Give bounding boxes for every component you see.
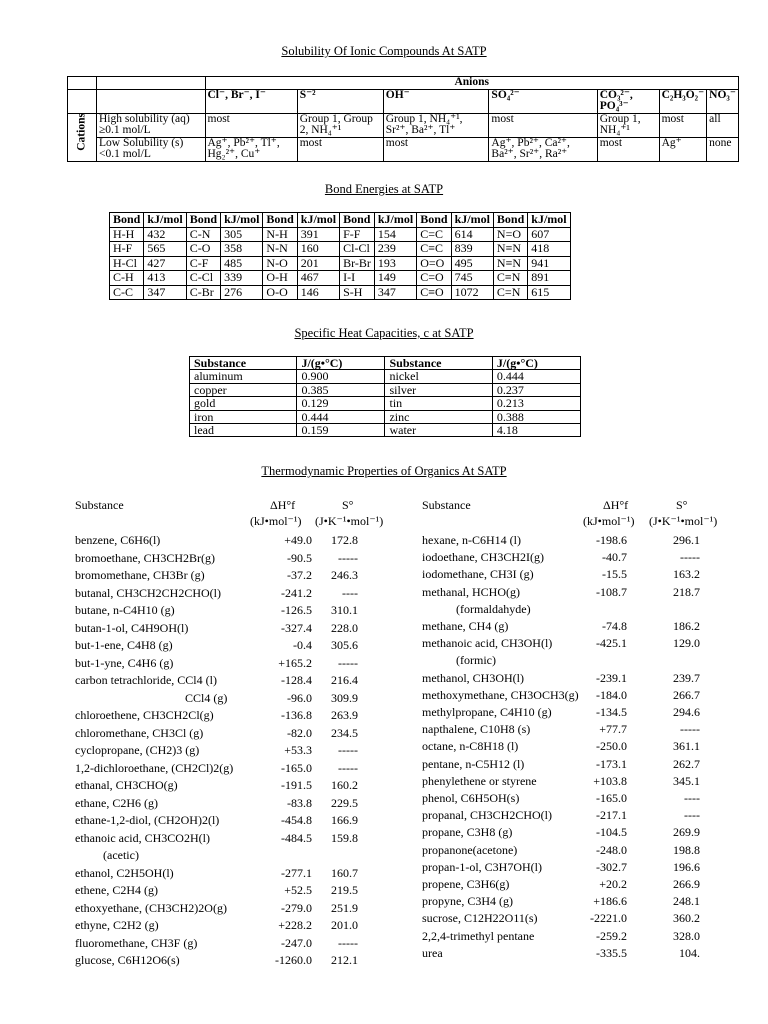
bond-energy: 432 — [144, 227, 186, 242]
thermo-dh: -250.0 — [596, 739, 627, 754]
thermo-header-dh: ΔH°f — [270, 498, 296, 512]
thermo-dh: +53.3 — [284, 743, 312, 757]
solubility-cell: Group 1, Group 2, NH₄⁺¹ — [297, 113, 383, 137]
bond-name: C-Br — [186, 285, 220, 300]
thermo-substance: chloroethene, CH3CH2Cl(g) — [75, 708, 214, 722]
heat-row — [190, 370, 581, 383]
thermo-s: 310.1 — [331, 603, 358, 617]
thermo-s: ----- — [338, 550, 358, 565]
thermo-dh: -248.0 — [596, 842, 627, 857]
heat-value: 0.237 — [492, 383, 580, 396]
substance-name: copper — [190, 383, 297, 396]
heat-row — [190, 424, 581, 437]
thermo-substance: napthalene, C10H8 (s) — [422, 722, 531, 737]
thermo-header-s-unit: (J•K⁻¹•mol⁻¹) — [649, 514, 718, 528]
thermo-substance: ethanol, C2H5OH(l) — [75, 865, 174, 880]
thermo-substance: propane, C3H8 (g) — [422, 825, 513, 840]
thermo-substance: chloromethane, CH3Cl (g) — [75, 725, 204, 740]
anion-header: SO₄²⁻ — [489, 89, 597, 113]
thermo-s: 186.2 — [673, 619, 700, 633]
bond-name: N=O — [493, 227, 527, 242]
bond-energy: 941 — [528, 256, 570, 271]
bond-row — [110, 285, 571, 300]
bond-name: N≡N — [493, 256, 527, 271]
thermo-s: 160.7 — [331, 865, 358, 880]
thermo-dh: -15.5 — [602, 567, 627, 582]
thermo-dh: -82.0 — [287, 725, 312, 740]
thermo-s: ---- — [684, 791, 700, 805]
thermo-substance: phenylethene or styrene — [422, 773, 537, 788]
bond-energy: 614 — [451, 227, 493, 242]
bond-name: H-F — [110, 242, 144, 257]
bond-energy: 305 — [221, 227, 263, 242]
bond-energy: 276 — [221, 285, 263, 300]
thermo-title: Thermodynamic Properties of Organics At SATP — [261, 464, 507, 478]
bond-energy: 891 — [528, 271, 570, 286]
thermo-dh: -454.8 — [281, 813, 312, 827]
bond-row — [110, 227, 571, 242]
thermo-dh: -96.0 — [287, 690, 312, 705]
solubility-cell: all — [707, 113, 739, 137]
bond-name: O-H — [263, 271, 297, 286]
bond-energy: 149 — [374, 271, 416, 286]
thermo-substance: fluoromethane, CH3F (g) — [75, 935, 198, 950]
thermo-substance: pentane, n-C5H12 (l) — [422, 756, 525, 771]
substance-name: iron — [190, 410, 297, 423]
thermo-dh: +52.5 — [284, 883, 312, 897]
bond-name: Cl-Cl — [340, 242, 375, 257]
thermo-substance: methanal, HCHO(g) — [422, 584, 520, 599]
thermo-s: 166.9 — [331, 813, 358, 827]
bond-energy: 565 — [144, 242, 186, 257]
cations-header: Cations — [68, 113, 97, 161]
heat-value: 0.444 — [492, 370, 580, 383]
thermo-dh: -37.2 — [287, 568, 312, 582]
thermo-dh: +77.7 — [599, 722, 627, 737]
solubility-cell: Ag⁺ — [659, 137, 707, 161]
thermo-substance: iodomethane, CH3I (g) — [422, 567, 534, 582]
heat-header: Substance — [385, 357, 492, 370]
thermo-dh: +165.2 — [278, 655, 312, 670]
bond-name: S-H — [340, 285, 375, 300]
heat-row — [190, 410, 581, 423]
heat-row — [190, 397, 581, 410]
thermo-dh: -165.0 — [281, 760, 312, 775]
thermo-substance: methoxymethane, CH3OCH3(g) — [422, 687, 579, 702]
bond-energies-table — [109, 212, 571, 300]
thermo-substance: methylpropane, C4H10 (g) — [422, 705, 552, 719]
anion-header: S⁻² — [297, 89, 383, 113]
thermo-dh: -2221.0 — [590, 911, 627, 926]
bond-name: C≡C — [417, 242, 451, 257]
thermo-dh: -239.1 — [596, 670, 627, 685]
heat-value: 0.385 — [297, 383, 385, 396]
heat-header: J/(g•°C) — [297, 357, 385, 370]
thermo-dh: -327.4 — [281, 620, 312, 635]
thermo-substance: ethoxyethane, (CH3CH2)2O(g) — [75, 900, 227, 915]
kjmol-header: kJ/mol — [144, 213, 186, 228]
bond-energy: 467 — [297, 271, 339, 286]
solubility-cell: Ag⁺, Pb²⁺, Ca²⁺, Ba²⁺, Sr²⁺, Ra²⁺ — [489, 137, 597, 161]
thermo-dh: -136.8 — [281, 708, 312, 722]
substance-name: tin — [385, 397, 492, 410]
solubility-cell: most — [205, 113, 297, 137]
bond-name: N-H — [263, 227, 297, 242]
thermo-dh: +228.2 — [278, 918, 312, 932]
thermo-substance: butan-1-ol, C4H9OH(l) — [75, 620, 189, 635]
substance-name: water — [385, 424, 492, 437]
bond-energy: 160 — [297, 242, 339, 257]
anion-header: OH⁻ — [383, 89, 489, 113]
substance-name: gold — [190, 397, 297, 410]
substance-name: nickel — [385, 370, 492, 383]
bond-energy: 193 — [374, 256, 416, 271]
solubility-cell: most — [489, 113, 597, 137]
bond-header: Bond — [186, 213, 220, 228]
thermo-dh: -126.5 — [281, 603, 312, 617]
thermo-dh: +186.6 — [593, 894, 627, 909]
thermo-substance: sucrose, C12H22O11(s) — [422, 911, 538, 926]
thermo-substance: urea — [422, 945, 443, 960]
thermo-substance: iodoethane, CH3CH2I(g) — [422, 550, 544, 565]
thermo-s: 266.9 — [673, 877, 700, 891]
thermo-substance: octane, n-C8H18 (l) — [422, 739, 519, 754]
thermo-dh: -302.7 — [596, 859, 627, 874]
bond-name: C≡N — [493, 271, 527, 286]
thermo-s: 309.9 — [331, 690, 358, 705]
bond-energy: 745 — [451, 271, 493, 286]
thermo-dh: -191.5 — [281, 778, 312, 792]
thermo-header-substance: Substance — [75, 498, 124, 512]
thermo-dh: +49.0 — [284, 533, 312, 547]
solubility-cell: Ag⁺, Pb²⁺, Tl⁺, Hg₂²⁺, Cu⁺ — [205, 137, 297, 161]
bond-name: C=O — [417, 271, 451, 286]
thermo-substance: bromoethane, CH3CH2Br(g) — [75, 550, 215, 565]
solubility-cell: most — [297, 137, 383, 161]
thermo-substance: methane, CH4 (g) — [422, 619, 509, 633]
bonds-title: Bond Energies at SATP — [324, 182, 444, 196]
thermo-s: ---- — [684, 808, 700, 823]
thermo-substance: propanal, CH3CH2CHO(l) — [422, 808, 552, 823]
thermo-s: 228.0 — [331, 620, 358, 635]
thermo-dh: -198.6 — [596, 533, 627, 547]
thermo-s: 248.1 — [673, 894, 700, 909]
thermo-substance: benzene, C6H6(l) — [75, 533, 161, 547]
thermo-s: 196.6 — [673, 859, 700, 874]
bond-energy: 347 — [144, 285, 186, 300]
thermo-substance: propene, C3H6(g) — [422, 877, 510, 891]
heat-title: Specific Heat Capacities, c at SATP — [294, 326, 474, 340]
bond-name: C=C — [417, 227, 451, 242]
anion-header: NO₃⁻ — [707, 89, 739, 113]
anion-header: Cl⁻, Br⁻, I⁻ — [205, 89, 297, 113]
thermo-substance: but-1-yne, C4H6 (g) — [75, 655, 174, 670]
thermo-s: 294.6 — [673, 705, 700, 719]
substance-name: lead — [190, 424, 297, 437]
bond-name: O-O — [263, 285, 297, 300]
thermo-dh: -104.5 — [596, 825, 627, 840]
thermo-s: ----- — [338, 935, 358, 950]
bond-name: H-H — [110, 227, 144, 242]
thermo-dh: -279.0 — [281, 900, 312, 915]
thermo-s: 246.3 — [331, 568, 358, 582]
thermo-substance: ethanoic acid, CH3CO2H(l) — [75, 830, 210, 845]
anion-header: CO₃²⁻, PO₄³⁻ — [597, 89, 659, 113]
bond-name: N-N — [263, 242, 297, 257]
bond-name: C≡O — [417, 285, 451, 300]
thermo-dh: -484.5 — [281, 830, 312, 845]
bond-name: N≡N — [493, 242, 527, 257]
solubility-cell: Group 1, NH₄⁺¹ — [597, 113, 659, 137]
bond-header: Bond — [263, 213, 297, 228]
thermo-dh: -165.0 — [596, 791, 627, 805]
thermo-substance: but-1-ene, C4H8 (g) — [75, 638, 173, 652]
heat-value: 0.159 — [297, 424, 385, 437]
thermo-s: ----- — [680, 722, 700, 737]
thermo-substance: (formic) — [456, 653, 496, 668]
solubility-cell: most — [597, 137, 659, 161]
heat-value: 0.900 — [297, 370, 385, 383]
heat-header: J/(g•°C) — [492, 357, 580, 370]
thermo-dh: -40.7 — [602, 550, 627, 565]
thermo-header-substance: Substance — [422, 498, 471, 512]
specific-heat-table — [189, 356, 581, 437]
bond-energy: 485 — [221, 256, 263, 271]
bond-header: Bond — [493, 213, 527, 228]
bond-name: C-H — [110, 271, 144, 286]
thermo-header-dh: ΔH°f — [603, 498, 629, 512]
bond-energy: 201 — [297, 256, 339, 271]
thermo-s: 251.9 — [331, 900, 358, 915]
thermo-dh: -0.4 — [293, 638, 312, 652]
thermo-s: 159.8 — [331, 830, 358, 845]
thermo-dh: -241.2 — [281, 585, 312, 600]
thermo-substance: propyne, C3H4 (g) — [422, 894, 513, 909]
thermo-substance: 2,2,4-trimethyl pentane — [422, 928, 535, 943]
bond-energy: 495 — [451, 256, 493, 271]
thermo-s: 305.6 — [331, 638, 358, 652]
thermo-s: 218.7 — [673, 584, 700, 599]
thermo-dh: -74.8 — [602, 619, 627, 633]
bond-energy: 347 — [374, 285, 416, 300]
thermo-s: 266.7 — [673, 687, 700, 702]
thermo-substance: CCl4 (g) — [185, 690, 228, 705]
thermo-substance: ethene, C2H4 (g) — [75, 883, 158, 897]
thermo-substance: (formaldahyde) — [456, 601, 531, 616]
thermo-s: 345.1 — [673, 773, 700, 788]
thermo-s: 172.8 — [331, 533, 358, 547]
thermo-s: 104. — [679, 945, 700, 960]
bond-energy: 146 — [297, 285, 339, 300]
bond-energy: 607 — [528, 227, 570, 242]
thermo-dh: -335.5 — [596, 945, 627, 960]
thermo-dh: -173.1 — [596, 756, 627, 771]
bond-header: Bond — [340, 213, 375, 228]
thermo-substance: methanol, CH3OH(l) — [422, 670, 524, 685]
thermo-s: 239.7 — [673, 670, 700, 685]
thermo-header-dh-unit: (kJ•mol⁻¹) — [583, 514, 635, 528]
bond-row — [110, 271, 571, 286]
thermo-s: 198.8 — [673, 842, 700, 857]
thermo-s: 229.5 — [331, 795, 358, 810]
solubility-row-low — [68, 137, 739, 161]
solubility-cell: none — [707, 137, 739, 161]
bond-energy: 339 — [221, 271, 263, 286]
thermo-s: 360.2 — [673, 911, 700, 926]
kjmol-header: kJ/mol — [528, 213, 570, 228]
thermo-substance: phenol, C6H5OH(s) — [422, 791, 520, 805]
solubility-title: Solubility Of Ionic Compounds At SATP — [281, 44, 487, 58]
bond-energy: 615 — [528, 285, 570, 300]
bond-energy: 1072 — [451, 285, 493, 300]
thermo-substance: propan-1-ol, C3H7OH(l) — [422, 859, 542, 874]
thermo-s: ----- — [338, 760, 358, 775]
thermo-dh: +20.2 — [599, 877, 627, 891]
heat-value: 0.444 — [297, 410, 385, 423]
anion-header: C₂H₃O₂⁻ — [659, 89, 707, 113]
bond-name: C=N — [493, 285, 527, 300]
thermo-substance: hexane, n-C6H14 (l) — [422, 533, 521, 547]
bond-row — [110, 256, 571, 271]
thermo-header-s: S° — [676, 498, 688, 512]
anions-header: Anions — [205, 77, 739, 90]
heat-value: 4.18 — [492, 424, 580, 437]
bond-energy: 839 — [451, 242, 493, 257]
thermo-dh: -134.5 — [596, 705, 627, 719]
thermo-substance: ethane-1,2-diol, (CH2OH)2(l) — [75, 813, 220, 827]
bond-energy: 391 — [297, 227, 339, 242]
thermo-substance: (acetic) — [103, 848, 139, 862]
heat-header: Substance — [190, 357, 297, 370]
bond-name: N-O — [263, 256, 297, 271]
thermo-dh: -217.1 — [596, 808, 627, 823]
thermo-dh: -184.0 — [596, 687, 627, 702]
thermo-substance: 1,2-dichloroethane, (CH2Cl)2(g) — [75, 760, 234, 775]
bond-name: F-F — [340, 227, 375, 242]
bond-energy: 418 — [528, 242, 570, 257]
bond-energy: 154 — [374, 227, 416, 242]
thermo-dh: -277.1 — [281, 865, 312, 880]
thermo-s: 216.4 — [331, 673, 358, 687]
bond-energy: 358 — [221, 242, 263, 257]
thermo-dh: -247.0 — [281, 935, 312, 950]
solubility-row-label: High solubility (aq) ≥0.1 mol/L — [97, 113, 206, 137]
thermo-substance: ethanal, CH3CHO(g) — [75, 778, 178, 792]
solubility-row-label: Low Solubility (s) <0.1 mol/L — [97, 137, 206, 161]
thermo-s: 296.1 — [673, 533, 700, 547]
kjmol-header: kJ/mol — [374, 213, 416, 228]
thermo-s: 129.0 — [673, 636, 700, 651]
bond-name: Br-Br — [340, 256, 375, 271]
thermo-header-s: S° — [342, 498, 354, 512]
bond-name: C-Cl — [186, 271, 220, 286]
thermo-dh: +103.8 — [593, 773, 627, 788]
heat-row — [190, 383, 581, 396]
solubility-cell: Group 1, NH₄⁺¹, Sr²⁺, Ba²⁺, Tl⁺ — [383, 113, 489, 137]
thermo-s: ----- — [338, 655, 358, 670]
bond-name: O=O — [417, 256, 451, 271]
thermo-s: 269.9 — [673, 825, 700, 840]
thermo-s: 262.7 — [673, 756, 700, 771]
anion-row — [68, 89, 739, 113]
thermo-s: ----- — [680, 550, 700, 565]
thermo-s: ---- — [342, 585, 358, 600]
thermo-substance: ethyne, C2H2 (g) — [75, 918, 159, 932]
thermo-substance: ethane, C2H6 (g) — [75, 795, 158, 810]
thermo-header-dh-unit: (kJ•mol⁻¹) — [250, 514, 302, 528]
thermo-substance: bromomethane, CH3Br (g) — [75, 568, 205, 582]
thermo-s: 361.1 — [673, 739, 700, 754]
thermo-dh: -1260.0 — [275, 953, 312, 967]
bond-name: C-C — [110, 285, 144, 300]
thermo-dh: -90.5 — [287, 550, 312, 565]
heat-value: 0.213 — [492, 397, 580, 410]
kjmol-header: kJ/mol — [297, 213, 339, 228]
thermo-s: 219.5 — [331, 883, 358, 897]
bond-energy: 239 — [374, 242, 416, 257]
thermo-dh: -259.2 — [596, 928, 627, 943]
thermo-s: 160.2 — [331, 778, 358, 792]
thermo-s: 163.2 — [673, 567, 700, 582]
solubility-table — [67, 76, 739, 162]
bond-name: H-Cl — [110, 256, 144, 271]
bond-name: C-F — [186, 256, 220, 271]
solubility-cell: most — [383, 137, 489, 161]
thermo-substance: cyclopropane, (CH2)3 (g) — [75, 743, 200, 757]
thermo-header-s-unit: (J•K⁻¹•mol⁻¹) — [315, 514, 384, 528]
bond-energy: 413 — [144, 271, 186, 286]
substance-name: aluminum — [190, 370, 297, 383]
thermo-dh: -425.1 — [596, 636, 627, 651]
substance-name: zinc — [385, 410, 492, 423]
kjmol-header: kJ/mol — [451, 213, 493, 228]
bond-name: I-I — [340, 271, 375, 286]
substance-name: silver — [385, 383, 492, 396]
thermo-substance: carbon tetrachloride, CCl4 (l) — [75, 673, 217, 687]
bond-header: Bond — [110, 213, 144, 228]
thermo-s: 201.0 — [331, 918, 358, 932]
bond-header: Bond — [417, 213, 451, 228]
bond-energy: 427 — [144, 256, 186, 271]
thermo-dh: -83.8 — [287, 795, 312, 810]
thermo-s: 328.0 — [673, 928, 700, 943]
thermo-substance: propanone(acetone) — [422, 842, 518, 857]
thermo-substance: butanal, CH3CH2CH2CHO(l) — [75, 585, 221, 600]
thermo-dh: -108.7 — [596, 584, 627, 599]
thermo-s: 263.9 — [331, 708, 358, 722]
thermo-substance: glucose, C6H12O6(s) — [75, 953, 180, 967]
bond-row — [110, 242, 571, 257]
heat-value: 0.388 — [492, 410, 580, 423]
thermo-s: 212.1 — [331, 953, 358, 967]
solubility-cell: most — [659, 113, 707, 137]
thermo-s: 234.5 — [331, 725, 358, 740]
thermo-s: ----- — [338, 743, 358, 757]
thermo-substance: butane, n-C4H10 (g) — [75, 603, 175, 617]
thermo-substance: methanoic acid, CH3OH(l) — [422, 636, 553, 651]
bond-name: C-N — [186, 227, 220, 242]
bond-name: C-O — [186, 242, 220, 257]
heat-value: 0.129 — [297, 397, 385, 410]
solubility-row-high — [68, 113, 739, 137]
kjmol-header: kJ/mol — [221, 213, 263, 228]
thermo-dh: -128.4 — [281, 673, 312, 687]
